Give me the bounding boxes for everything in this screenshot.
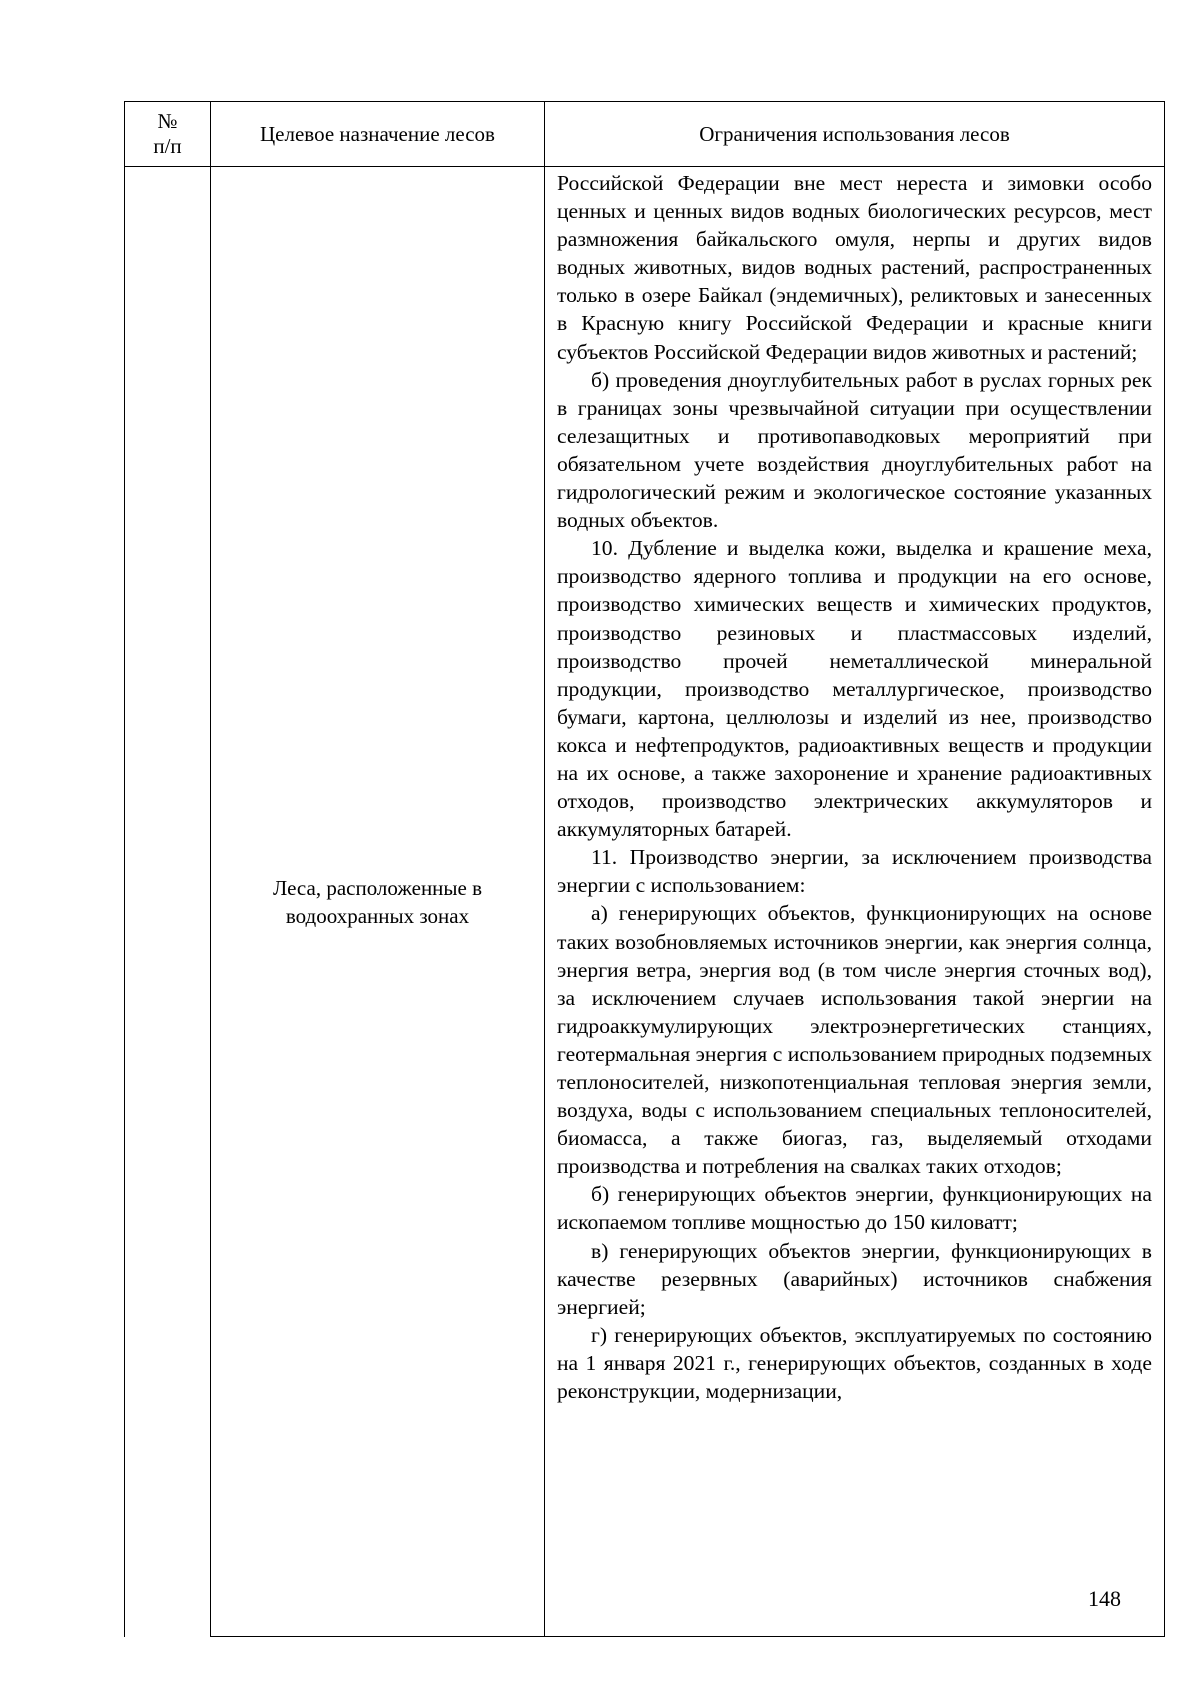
limits-paragraph: Российской Федерации вне мест нереста и зимовки особо ценных и ценных видов водных биологических ресурсов, мест размножения байкальского омуля, нерпы и других видов водных животных, видов водных растений, распространенных только в озере Байкал (эндемичных), реликтовых и занесенных в Красную книгу Российской Федерации и красные книги субъектов Российской Федерации видов животных и растений;	[557, 171, 1152, 364]
limits-paragraph: б) проведения дноуглубительных работ в руслах горных рек в границах зоны чрезвычайной ситуации при осуществлении селезащитных и противопаводковых мероприятий при обязательном учете воздействия дноуглубительных работ на гидрологический режим и экологическое состояние указанных водных объектов.	[557, 367, 1152, 533]
row-number-cell	[125, 167, 211, 1637]
limits-paragraph: б) генерирующих объектов энергии, функционирующих на ископаемом топливе мощностью до 150 киловатт;	[557, 1182, 1152, 1235]
forest-use-table	[124, 101, 1165, 1637]
row-limits-cell	[545, 167, 1165, 1637]
limits-paragraph: г) генерирующих объектов, эксплуатируемых по состоянию на 1 января 2021 г., генерирующих объектов, созданных в ходе реконструкции, модернизации,	[557, 1322, 1152, 1404]
limits-paragraph: 10. Дубление и выделка кожи, выделка и крашение меха, производство ядерного топлива и продукции на его основе, производство химических веществ и химических продуктов, производство резиновых и пластмассовых изделий, производство прочей неметаллической минеральной продукции, производство металлургическое, производство бумаги, картона, целлюлозы и изделий из нее, производство кокса и нефтепродуктов, радиоактивных веществ и продукции на их основе, а также захоронение и хранение радиоактивных отходов, производство электрических аккумуляторов и аккумуляторных батарей.	[557, 536, 1152, 842]
header-number: № п/п	[125, 102, 211, 167]
table-row	[125, 167, 1165, 1637]
page-number: 148	[1088, 1586, 1121, 1611]
table-header-row	[125, 102, 1165, 167]
header-purpose: Целевое назначение лесов	[211, 102, 545, 167]
limits-paragraph: а) генерирующих объектов, функционирующих на основе таких возобновляемых источников энергии, как энергия солнца, энергия ветра, энергия вод (в том числе энергия сточных вод), за исключением случаев использования такой энергии на гидроаккумулирующих электроэнергетических станциях, геотермальная энергия с использованием природных подземных теплоносителей, низкопотенциальная тепловая энергия земли, воздуха, воды с использованием специальных теплоносителей, биомасса, а также биогаз, газ, выделяемый отходами производства и потребления на свалках таких отходов;	[557, 901, 1152, 1179]
limits-paragraph: 11. Производство энергии, за исключением производства энергии с использованием:	[557, 845, 1152, 898]
row-purpose-cell: Леса, расположенные в водоохранных зонах	[211, 167, 545, 1637]
header-limits: Ограничения использования лесов	[545, 102, 1165, 167]
limits-paragraph: в) генерирующих объектов энергии, функционирующих в качестве резервных (аварийных) источников снабжения энергией;	[557, 1238, 1152, 1319]
